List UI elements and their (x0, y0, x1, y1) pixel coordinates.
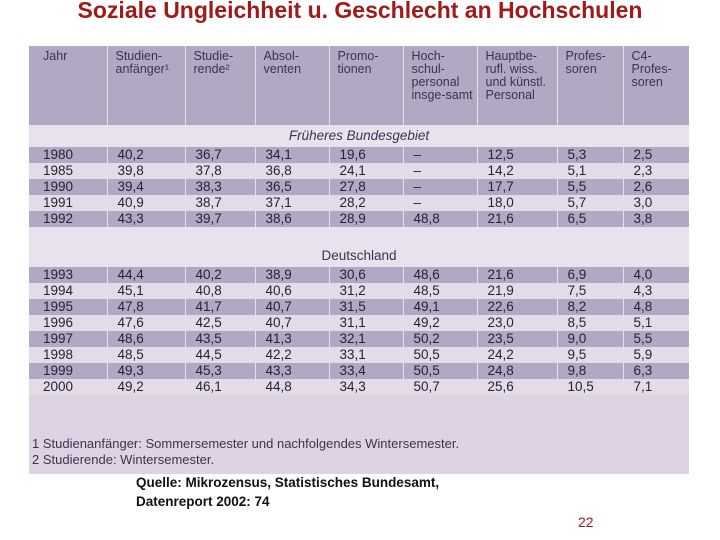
column-header: Hauptbe-rufl. wiss. und künstl. Personal (477, 46, 557, 125)
value-cell: 39,8 (107, 163, 185, 179)
column-header: C4-Profes-soren (623, 46, 689, 125)
value-cell: 32,1 (329, 331, 403, 347)
footnote-1: 1 Studienanfänger: Sommersemester und nachfolgendes Wintersemester. (32, 436, 460, 451)
value-cell: 39,4 (107, 179, 185, 195)
value-cell: 42,2 (255, 347, 329, 363)
year-cell: 1980 (29, 147, 107, 163)
section-label: Früheres Bundesgebiet (29, 125, 689, 147)
source-line-2: Datenreport 2002: 74 (136, 494, 270, 509)
value-cell: 40,2 (107, 147, 185, 163)
value-cell: 50,2 (403, 331, 477, 347)
value-cell: 44,8 (255, 379, 329, 395)
year-cell: 1998 (29, 347, 107, 363)
year-cell: 1995 (29, 299, 107, 315)
value-cell: 48,6 (403, 267, 477, 283)
value-cell: 49,3 (107, 363, 185, 379)
value-cell: 39,7 (185, 211, 255, 227)
value-cell: 50,5 (403, 363, 477, 379)
year-cell: 2000 (29, 379, 107, 395)
value-cell: 40,2 (185, 267, 255, 283)
value-cell: 50,7 (403, 379, 477, 395)
value-cell: 2,5 (623, 147, 689, 163)
value-cell: 23,0 (477, 315, 557, 331)
page-number: 22 (578, 514, 594, 530)
value-cell: 37,8 (185, 163, 255, 179)
value-cell: 4,0 (623, 267, 689, 283)
value-cell: 43,3 (107, 211, 185, 227)
table-row (29, 195, 689, 211)
value-cell: 21,9 (477, 283, 557, 299)
column-header: Profes-soren (557, 46, 623, 125)
footnotes (32, 436, 459, 468)
value-cell: 5,7 (557, 195, 623, 211)
spacer-row (29, 227, 689, 245)
scanned-table-image (29, 46, 689, 474)
value-cell: 28,9 (329, 211, 403, 227)
column-header: Hoch-schul-personal insge-samt (403, 46, 477, 125)
value-cell: 2,3 (623, 163, 689, 179)
value-cell: 48,8 (403, 211, 477, 227)
value-cell: 24,2 (477, 347, 557, 363)
value-cell: 42,5 (185, 315, 255, 331)
column-header: Studien-anfänger¹ (107, 46, 185, 125)
value-cell: 10,5 (557, 379, 623, 395)
value-cell: 47,6 (107, 315, 185, 331)
value-cell: 43,5 (185, 331, 255, 347)
value-cell: 40,7 (255, 315, 329, 331)
value-cell: 44,5 (185, 347, 255, 363)
year-cell: 1985 (29, 163, 107, 179)
value-cell: 49,2 (403, 315, 477, 331)
spacer-cell (29, 227, 689, 245)
value-cell: 6,3 (623, 363, 689, 379)
value-cell: 25,6 (477, 379, 557, 395)
value-cell: 38,3 (185, 179, 255, 195)
section-row (29, 245, 689, 267)
value-cell: 31,1 (329, 315, 403, 331)
value-cell: 38,7 (185, 195, 255, 211)
value-cell: 7,1 (623, 379, 689, 395)
table-row (29, 331, 689, 347)
value-cell: 6,9 (557, 267, 623, 283)
column-header: Promo-tionen (329, 46, 403, 125)
value-cell: 21,6 (477, 267, 557, 283)
value-cell: 33,1 (329, 347, 403, 363)
table-row (29, 283, 689, 299)
value-cell: 24,1 (329, 163, 403, 179)
value-cell: 27,8 (329, 179, 403, 195)
value-cell: 3,0 (623, 195, 689, 211)
value-cell: 37,1 (255, 195, 329, 211)
table-row (29, 179, 689, 195)
value-cell: 9,5 (557, 347, 623, 363)
value-cell: 9,8 (557, 363, 623, 379)
value-cell: 48,5 (107, 347, 185, 363)
column-header: Studie-rende² (185, 46, 255, 125)
value-cell: 22,6 (477, 299, 557, 315)
value-cell: 2,6 (623, 179, 689, 195)
value-cell: 41,3 (255, 331, 329, 347)
table-row (29, 163, 689, 179)
value-cell: 19,6 (329, 147, 403, 163)
value-cell: 14,2 (477, 163, 557, 179)
value-cell: 23,5 (477, 331, 557, 347)
table-row (29, 363, 689, 379)
table-row (29, 267, 689, 283)
value-cell: 5,5 (557, 179, 623, 195)
year-cell: 1992 (29, 211, 107, 227)
value-cell: 5,5 (623, 331, 689, 347)
value-cell: 41,7 (185, 299, 255, 315)
value-cell: 48,6 (107, 331, 185, 347)
value-cell: 5,1 (557, 163, 623, 179)
value-cell: 38,6 (255, 211, 329, 227)
table-row (29, 211, 689, 227)
value-cell: 5,3 (557, 147, 623, 163)
value-cell: 45,1 (107, 283, 185, 299)
value-cell: 18,0 (477, 195, 557, 211)
value-cell: 36,7 (185, 147, 255, 163)
value-cell: 34,3 (329, 379, 403, 395)
value-cell: – (403, 179, 477, 195)
value-cell: – (403, 147, 477, 163)
value-cell: 5,1 (623, 315, 689, 331)
value-cell: 8,2 (557, 299, 623, 315)
source-citation (136, 473, 439, 511)
value-cell: 36,8 (255, 163, 329, 179)
section-label: Deutschland (29, 245, 689, 267)
year-cell: 1997 (29, 331, 107, 347)
value-cell: 30,6 (329, 267, 403, 283)
value-cell: – (403, 195, 477, 211)
value-cell: 40,8 (185, 283, 255, 299)
value-cell: 40,9 (107, 195, 185, 211)
value-cell: 24,8 (477, 363, 557, 379)
table-row (29, 299, 689, 315)
value-cell: 28,2 (329, 195, 403, 211)
value-cell: 45,3 (185, 363, 255, 379)
value-cell: 9,0 (557, 331, 623, 347)
value-cell: 34,1 (255, 147, 329, 163)
value-cell: 38,9 (255, 267, 329, 283)
table-row (29, 379, 689, 395)
year-cell: 1994 (29, 283, 107, 299)
year-cell: 1991 (29, 195, 107, 211)
value-cell: 47,8 (107, 299, 185, 315)
slide-title: Soziale Ungleichheit u. Geschlecht an Hochschulen (77, 0, 643, 23)
value-cell: 44,4 (107, 267, 185, 283)
data-table (29, 46, 689, 395)
table-row (29, 347, 689, 363)
value-cell: 6,5 (557, 211, 623, 227)
value-cell: 12,5 (477, 147, 557, 163)
value-cell: 50,5 (403, 347, 477, 363)
value-cell: 43,3 (255, 363, 329, 379)
value-cell: 40,7 (255, 299, 329, 315)
year-cell: 1990 (29, 179, 107, 195)
value-cell: 4,3 (623, 283, 689, 299)
value-cell: 21,6 (477, 211, 557, 227)
column-header: Jahr (29, 46, 107, 125)
year-cell: 1996 (29, 315, 107, 331)
value-cell: 33,4 (329, 363, 403, 379)
value-cell: 5,9 (623, 347, 689, 363)
column-header: Absol-venten (255, 46, 329, 125)
value-cell: 8,5 (557, 315, 623, 331)
value-cell: 49,2 (107, 379, 185, 395)
value-cell: 49,1 (403, 299, 477, 315)
table-row (29, 315, 689, 331)
value-cell: 31,5 (329, 299, 403, 315)
value-cell: 4,8 (623, 299, 689, 315)
value-cell: 17,7 (477, 179, 557, 195)
year-cell: 1993 (29, 267, 107, 283)
value-cell: 48,5 (403, 283, 477, 299)
value-cell: 36,5 (255, 179, 329, 195)
value-cell: – (403, 163, 477, 179)
value-cell: 46,1 (185, 379, 255, 395)
value-cell: 3,8 (623, 211, 689, 227)
section-row (29, 125, 689, 147)
table-header-row (29, 46, 689, 125)
footnote-2: 2 Studierende: Wintersemester. (32, 452, 215, 467)
source-line-1: Quelle: Mikrozensus, Statistisches Bundesamt, (136, 475, 440, 490)
value-cell: 31,2 (329, 283, 403, 299)
value-cell: 7,5 (557, 283, 623, 299)
table-row (29, 147, 689, 163)
value-cell: 40,6 (255, 283, 329, 299)
year-cell: 1999 (29, 363, 107, 379)
